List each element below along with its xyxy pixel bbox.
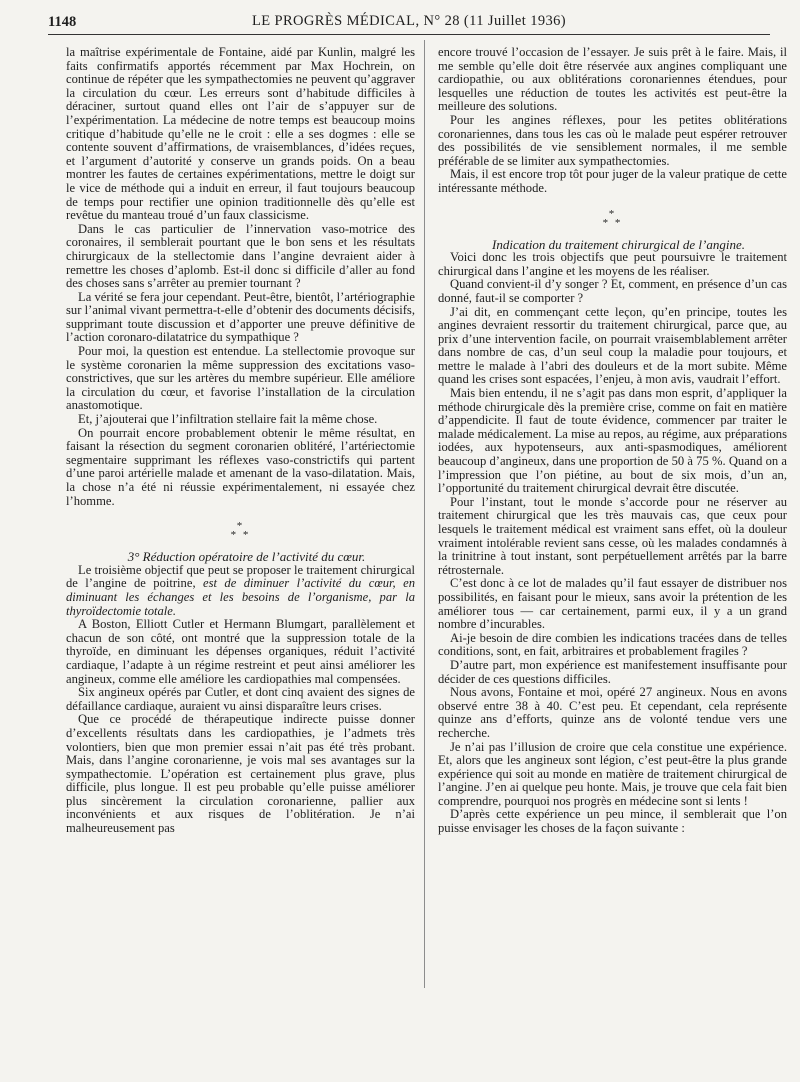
paragraph: Pour l’instant, tout le monde s’accorde pour ne réserver au traitement chirurgical que les très mauvais cas, que ceux pour lesquels le traitement médical est vraiment sans effet, où la douleur vraiment intolérable revient sans cesse, où les malades condamnés à la trinitrine à tout instant, sont perpétuellement arrêtés par la barre rétrosternale. <box>438 494 787 577</box>
paragraph: C’est donc à ce lot de malades qu’il faut essayer de distribuer nos possibilités, en faisant pour le mieux, sans avoir la prétention de les améliorer tous — car certainement, parmi eux, il y a un grand nombre d’incurables. <box>438 576 787 632</box>
paragraph: Je n’ai pas l’illusion de croire que cela constitue une expérience. Et, alors que les angineux sont légion, c’est peut-être la plus grande expérience qui soit au monde en matière de traitement chirurgical de l’angine. J’en ai quelque peu honte. Mais, je trouve que cela fait bien comprendre, pourquoi nos progrès en médecine sont si lents ! <box>438 739 787 808</box>
paragraph: Ai-je besoin de dire combien les indications tracées dans de telles conditions, sont, en fait, arbitraires et probablement fragiles ? <box>438 630 787 659</box>
paragraph: Voici donc les trois objectifs que peut poursuivre le traitement chirurgical dans l’angine et les moyens de les réaliser. <box>438 250 787 278</box>
section-separator: * * * <box>602 207 623 229</box>
paragraph: Six angineux opérés par Cutler, et dont cinq avaient des signes de défaillance cardiaque, auraient vu ainsi disparaître leurs crises. <box>66 685 415 713</box>
paragraph: On pourrait encore probablement obtenir le même résultat, en faisant la résection du segment coronarien oblitéré, l’artériectomie segmentaire supprimant les réflexes vaso-constrictifs qui partent d’une paroi artérielle malade et amenant de la vaso-dilatation. Mais, la chose n’a été ni réussie expérimentalement, ni essayée chez l’homme. <box>66 425 415 508</box>
paragraph: Que ce procédé de thérapeutique indirecte puisse donner d’excellents résultats dans les cardiopathies, je l’admets très volontiers, bien que mon premier essai n’ait pas été très probant. Mais, dans l’angine coronarienne, je vois mal ses avantages sur la sympathectomie. L’opération est certainement plus grave, plus difficile, plus longue. Il est peu probable qu’elle puisse améliorer plus sincèrement la circulation coronarienne, pallier aux inconvénients et aux risques de l’oblitération. Je n’ai malheureusement pas <box>66 712 415 836</box>
paragraph: A Boston, Elliott Cutler et Hermann Blumgart, parallèlement et chacun de son côté, ont montré que la suppression totale de la thyroïde, en diminuant les dépenses organiques, réduit l’activité cardiaque, l’adapte à un régime restreint et peut ainsi améliorer les angineux, comme elle améliore les cardiopathies mal compensées. <box>66 617 415 686</box>
page-number: 1148 <box>48 14 77 30</box>
paragraph: Pour les angines réflexes, pour les petites oblitérations coronariennes, dans tous les cas où le malade peut espérer retrouver des possibilités de vie sensiblement normales, il me semble préférable de se limiter aux sympathectomies. <box>438 112 787 168</box>
column-divider <box>424 40 425 988</box>
paragraph-emphasis: est de diminuer l’activité du cœur, en diminuant les échanges et les besoins de l’organisme, par la thyroïdectomie totale. <box>66 576 415 618</box>
paragraph: Dans le cas particulier de l’innervation vaso-motrice des coronaires, il semblerait pourtant que le bon sens et les résultats chirurgicaux de la stellectomie dans l’angine devraient aider à remettre les choses d’aplomb. Est-il donc si difficile d’aller au fond des choses sans s’arrêter au premier tournant ? <box>66 221 415 291</box>
paragraph: Et, j’ajouterai que l’infiltration stellaire fait la même chose. <box>78 412 378 427</box>
section-heading: Indication du traitement chirurgical de l’angine. <box>492 236 745 252</box>
paragraph: Mais bien entendu, il ne s’agit pas dans mon esprit, d’appliquer la méthode chirurgicale dès la première crise, comme on fait en matière d’appendicite. Il faut de toute évidence, commencer par traiter le malade médicalement. La mise au repos, au régime, aux préparations iodées, aux hypotenseurs, aux anti-spasmodiques, améliorent beaucoup d’angineux, dans une proportion de 50 à 75 %. Quand on a l’impression que l’on piétine, au bout de six mois, d’un an, l’opportunité du traitement chirurgical devrait être discutée. <box>438 386 787 496</box>
paragraph: Pour moi, la question est entendue. La stellectomie provoque sur le système coronarien la même suppression des excitations vaso-constrictives, que sur les artères du membre supérieur. Elle améliore la circulation du cœur, et favorise l’installation de la circulation anastomotique. <box>66 344 415 413</box>
paragraph: Nous avons, Fontaine et moi, opéré 27 angineux. Nous en avons observé entre 38 à 40. C’est peu. Et cependant, cela représente quinze ans d’efforts, quinze ans de volonté tendue vers une recherche. <box>438 685 787 740</box>
paragraph: la maîtrise expérimentale de Fontaine, aidé par Kunlin, malgré les faits confirmatifs apportés récemment par Max Hochrein, on continue de répéter que les sympathectomies ne peuvent qu’aggraver la circulation du cœur. Les erreurs sont d’habitude difficiles à déraciner, surtout quand elles ont l’air de s’appuyer sur de l’expérimentation. La médecine de notre temps est beaucoup moins critique d’habitude qu’elle ne le croit : elle a ses dogmes : elle se contente souvent d’affirmations, de vraisemblances, d’idées reçues, et l’argument d’autorité y conserve un grands poids. On a beau montrer les fautes de certaines expérimentations, mettre le doigt sur le vice de méthode qui a induit en erreur, il faut toujours beaucoup de temps pour rectifier une opinion traditionnelle dès qu’elle est revêtue du manteau troué d’un faux classicisme. <box>66 45 415 223</box>
paragraph: D’après cette expérience un peu mince, il semblerait que l’on puisse envisager les choses de la façon suivante : <box>438 807 787 836</box>
paragraph: encore trouvé l’occasion de l’essayer. Je suis prêt à le faire. Mais, il me semble qu’elle doit être réservée aux angines compliquant une cardiopathie, ou aux oblitérations coronariennes étendues, pour lesquelles une réduction de toutes les activités est peut-être la meilleure des solutions. <box>438 45 787 114</box>
running-head: LE PROGRÈS MÉDICAL, N° 28 (11 Juillet 1936) <box>251 13 567 29</box>
paragraph-text: Le troisième objectif que peut se proposer le traitement chirurgical de l’angine de poitrine, <box>66 562 415 591</box>
paragraph: Mais, il est encore trop tôt pour juger de la valeur pratique de cette intéressante méthode. <box>438 167 787 195</box>
paragraph <box>66 564 415 618</box>
left-column <box>66 46 415 836</box>
page-header <box>48 10 770 35</box>
paragraph: Quand convient-il d’y songer ? Et, comment, en présence d’un cas donné, faut-il se comporter ? <box>438 277 787 305</box>
section-separator: * * * <box>230 520 251 542</box>
right-column <box>438 46 787 836</box>
paragraph: D’autre part, mon expérience est manifestement insuffisante pour décider de ces questions difficiles. <box>438 657 787 686</box>
section-heading: 3° Réduction opératoire de l’activité du cœur. <box>127 549 366 565</box>
paragraph: J’ai dit, en commençant cette leçon, qu’en principe, toutes les angines devraient ressortir du traitement chirurgical, parce que, au prix d’une intervention facile, on pourrait vraisemblablement arrêter dans nombre de cas, d’un seul coup la maladie pour toujours, et mettre le malade à l’abri des douleurs et de la mort subite. Même quand les crises sont espacées, l’enjeu, à mon avis, vaudrait l’effort. <box>438 304 787 387</box>
paragraph: La vérité se fera jour cependant. Peut-être, bientôt, l’artériographie sur l’animal vivant permettra-t-elle d’obtenir des documents décisifs, supprimant toute discussion et d’apporter une preuve définitive de l’action coronaro-dilatatrice du sympathique ? <box>66 289 415 345</box>
